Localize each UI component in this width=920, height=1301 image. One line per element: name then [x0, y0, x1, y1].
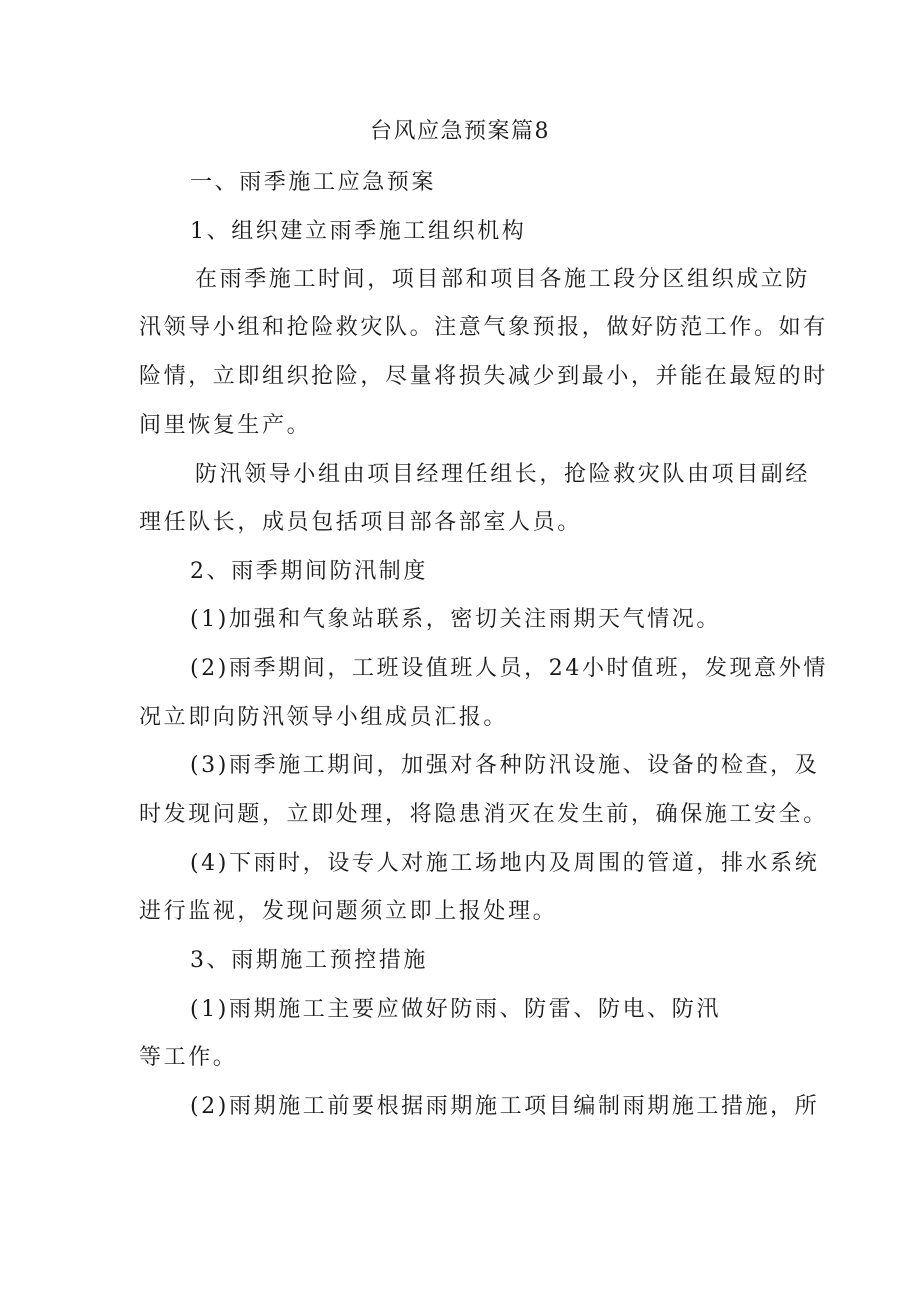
section-heading-1: 一、雨季施工应急预案: [190, 170, 437, 195]
paragraph-line: 在雨季施工时间，项目部和项目各施工段分区组织成立防: [195, 267, 811, 292]
list-item-line: (2)雨期施工前要根据雨期施工项目编制雨期施工措施，所: [190, 1094, 820, 1119]
document-title: 台风应急预案篇8: [370, 119, 550, 144]
list-item-line: (3)雨季施工期间，加强对各种防汛设施、设备的检查，及: [190, 753, 820, 778]
paragraph-line: 理任队长，成员包括项目部各部室人员。: [139, 510, 582, 535]
list-item-line: (2)雨季期间，工班设值班人员，24小时值班，发现意外情: [190, 656, 828, 681]
subsection-heading-3: 3、雨期施工预控措施: [190, 948, 428, 973]
paragraph-line: 汛领导小组和抢险救灾队。注意气象预报，做好防范工作。如有: [139, 315, 828, 340]
list-item-line: (1)雨期施工主要应做好防雨、防雷、防电、防汛: [190, 997, 721, 1022]
paragraph-line: 防汛领导小组由项目经理任组长，抢险救灾队由项目副经: [195, 462, 811, 487]
list-item-line: (1)加强和气象站联系，密切关注雨期天气情况。: [190, 607, 721, 632]
paragraph-line: 间里恢复生产。: [139, 413, 312, 438]
subsection-heading-1: 1、组织建立雨季施工组织机构: [190, 219, 527, 244]
paragraph-line: 险情，立即组织抢险，尽量将损失减少到最小，并能在最短的时: [139, 364, 828, 389]
list-item-line: (4)下雨时，设专人对施工场地内及周围的管道，排水系统: [190, 851, 820, 876]
list-item-line: 等工作。: [139, 1045, 238, 1070]
list-item-line: 进行监视，发现问题须立即上报处理。: [139, 899, 558, 924]
list-item-line: 时发现问题，立即处理，将隐患消灭在发生前，确保施工安全。: [139, 802, 828, 827]
subsection-heading-2: 2、雨季期间防汛制度: [190, 559, 428, 584]
list-item-line: 况立即向防汛领导小组成员汇报。: [139, 705, 509, 730]
